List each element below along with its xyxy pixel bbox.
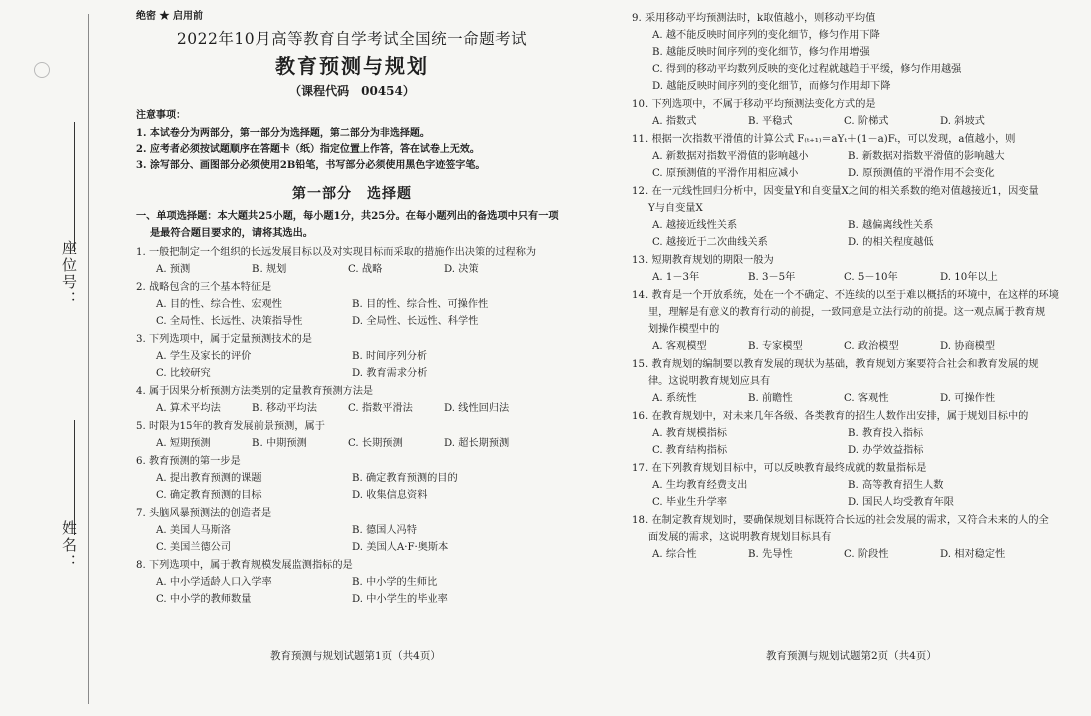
answer-option: C. 战略 — [348, 264, 383, 275]
answer-option: A. 越接近线性关系 — [652, 220, 738, 231]
subject-title: 教育预测与规划 — [275, 54, 429, 78]
course-code: （课程代码 00454） — [289, 84, 415, 98]
option-group — [632, 217, 1072, 251]
exam-title: 2022年10月高等教育自学考试全国统一命题考试 — [176, 30, 528, 48]
seat-number-label: 座位号： — [60, 240, 78, 308]
answer-option: D. 相对稳定性 — [940, 549, 1006, 560]
question-text: 5. 时限为15年的教育发展前景预测，属于 — [136, 421, 325, 432]
answer-option: B. 平稳式 — [748, 116, 793, 127]
question-text: 18. 在制定教育规划时，要确保规划目标既符合长远的社会发展的需求，又符合未来的人的全 — [632, 515, 1049, 526]
answer-option: C. 比较研究 — [156, 368, 211, 379]
answer-option: B. 德国人冯特 — [352, 525, 417, 536]
binding-hole — [34, 62, 50, 78]
answer-option: C. 美国兰德公司 — [156, 542, 232, 553]
option-group — [632, 477, 1072, 511]
question-text: 1. 一般把制定一个组织的长远发展目标以及对实现目标而采取的措施作出决策的过程称为 — [136, 247, 537, 258]
question-list — [136, 244, 568, 608]
answer-option: C. 指数平滑法 — [348, 403, 413, 414]
section-heading — [136, 208, 568, 242]
answer-option: A. 客观模型 — [652, 341, 707, 352]
option-group — [136, 435, 568, 452]
answer-option: A. 越不能反映时间序列的变化细节，修匀作用下降 — [652, 30, 880, 41]
name-label: 姓名： — [60, 520, 78, 571]
question-text: 4. 属于因果分析预测方法类别的定量教育预测方法是 — [136, 386, 374, 397]
question-text: 13. 短期教育规划的期限一般为 — [632, 255, 774, 266]
option-group — [632, 113, 1072, 130]
answer-option: D. 美国人A·F·奥斯本 — [352, 542, 449, 553]
answer-option: C. 5－10年 — [844, 272, 898, 283]
question-text: 11. 根据一次指数平滑值的计算公式 F₍ₜ₊₁₎＝aYₜ＋(1－a)Fₜ，可以发现，a值越小，则 — [632, 134, 1016, 145]
answer-option: D. 超长期预测 — [444, 438, 510, 449]
question-text: 10. 下列选项中，不属于移动平均预测法变化方式的是 — [632, 99, 876, 110]
section-heading-line: 是最符合题目要求的，请将其选出。 — [150, 227, 313, 239]
question-text: 8. 下列选项中，属于教育规模发展监测指标的是 — [136, 560, 353, 571]
question — [632, 252, 1072, 286]
answer-option: C. 政治模型 — [844, 341, 899, 352]
option-group — [632, 390, 1072, 407]
answer-option: D. 办学效益指标 — [848, 445, 924, 456]
notice-item: 2. 应考者必须按试题顺序在答题卡（纸）指定位置上作答，答在试卷上无效。 — [136, 144, 480, 155]
answer-option: B. 前瞻性 — [748, 393, 793, 404]
notice-item: 3. 涂写部分、画图部分必须使用2B铅笔，书写部分必须使用黑色字迹签字笔。 — [136, 160, 486, 171]
option-group — [136, 348, 568, 382]
answer-option: A. 预测 — [156, 264, 191, 275]
option-group — [632, 546, 1072, 563]
answer-option: B. 越能反映时间序列的变化细节，修匀作用增强 — [652, 47, 870, 58]
answer-option: C. 原预测值的平滑作用相应减小 — [652, 168, 799, 179]
answer-option: C. 中小学的教师数量 — [156, 594, 252, 605]
answer-option: B. 中期预测 — [252, 438, 307, 449]
answer-option: D. 10年以上 — [940, 272, 998, 283]
answer-option: C. 确定教育预测的目标 — [156, 490, 262, 501]
answer-option: A. 生均教育经费支出 — [652, 480, 748, 491]
option-group — [136, 261, 568, 278]
question-text: 律。这说明教育规划应具有 — [648, 376, 771, 387]
answer-option: A. 1－3年 — [652, 272, 700, 283]
question-text: 7. 头脑风暴预测法的创造者是 — [136, 508, 272, 519]
question — [632, 10, 1072, 95]
answer-option: A. 系统性 — [652, 393, 697, 404]
question — [632, 96, 1072, 130]
answer-option: D. 教育需求分析 — [352, 368, 428, 379]
answer-option: C. 阶段性 — [844, 549, 889, 560]
answer-option: D. 可操作性 — [940, 393, 996, 404]
answer-option: B. 确定教育预测的目的 — [352, 473, 458, 484]
name-line — [74, 420, 75, 535]
part-heading: 第一部分 选择题 — [292, 186, 412, 202]
question-text: 里，理解是有意义的教育行动的前提，一致同意是立法行动的前提。这一观点属于教育规 — [648, 307, 1046, 318]
option-group — [136, 400, 568, 417]
answer-option: B. 越偏离线性关系 — [848, 220, 934, 231]
answer-option: A. 中小学适龄人口入学率 — [156, 577, 272, 588]
question — [632, 512, 1072, 563]
notice-heading: 注意事项： — [136, 110, 186, 121]
answer-option: D. 全局性、长远性、科学性 — [352, 316, 479, 327]
answer-option: A. 指数式 — [652, 116, 697, 127]
answer-option: A. 教育规模指标 — [652, 428, 727, 439]
answer-option: C. 客观性 — [844, 393, 889, 404]
answer-option: A. 新数据对指数平滑值的影响越小 — [652, 151, 809, 162]
answer-option: D. 国民人均受教育年限 — [848, 497, 954, 508]
answer-option: B. 中小学的生师比 — [352, 577, 438, 588]
answer-option: C. 长期预测 — [348, 438, 403, 449]
answer-option: A. 算术平均法 — [156, 403, 221, 414]
question — [632, 183, 1072, 251]
answer-option: B. 规划 — [252, 264, 287, 275]
question — [632, 460, 1072, 511]
notice-item: 1. 本试卷分为两部分，第一部分为选择题，第二部分为非选择题。 — [136, 128, 430, 139]
answer-option: A. 提出教育预测的课题 — [156, 473, 262, 484]
option-group — [136, 470, 568, 504]
question-text: 12. 在一元线性回归分析中，因变量Y和自变量X之间的相关系数的绝对值越接近1，因变量 — [632, 186, 1039, 197]
question-list — [632, 10, 1072, 563]
answer-option: D. 线性回归法 — [444, 403, 510, 414]
question-text: 15. 教育规划的编制要以教育发展的现状为基础，教育规划方案要符合社会和教育发展的规 — [632, 359, 1039, 370]
question — [136, 244, 568, 278]
section-heading-line: 一、单项选择题：本大题共25小题，每小题1分，共25分。在每小题列出的备选项中只有一项 — [136, 210, 559, 222]
question — [136, 383, 568, 417]
question-text: Y与自变量X — [648, 203, 703, 214]
answer-option: D. 中小学生的毕业率 — [352, 594, 448, 605]
question-text: 9. 采用移动平均预测法时，k取值越小，则移动平均值 — [632, 13, 876, 24]
answer-option: C. 教育结构指标 — [652, 445, 728, 456]
question — [136, 279, 568, 330]
answer-option: B. 时间序列分析 — [352, 351, 428, 362]
page-2 — [632, 10, 1072, 564]
answer-option: B. 移动平均法 — [252, 403, 317, 414]
question-text: 划操作模型中的 — [648, 324, 720, 335]
question-text: 3. 下列选项中，属于定量预测技术的是 — [136, 334, 312, 345]
answer-option: D. 越能反映时间序列的变化细节，而修匀作用却下降 — [652, 81, 891, 92]
binding-margin — [0, 0, 120, 716]
option-group — [632, 269, 1072, 286]
answer-option: A. 短期预测 — [156, 438, 211, 449]
answer-option: D. 斜坡式 — [940, 116, 985, 127]
answer-option: B. 教育投入指标 — [848, 428, 924, 439]
answer-option: A. 目的性、综合性、宏观性 — [156, 299, 282, 310]
answer-option: D. 收集信息资料 — [352, 490, 428, 501]
answer-option: C. 全局性、长远性、决策指导性 — [156, 316, 303, 327]
answer-option: B. 3－5年 — [748, 272, 796, 283]
question — [136, 453, 568, 504]
page-footer: 教育预测与规划试题第1页（共4页） — [270, 650, 441, 662]
question-text: 面发展的需求，这说明教育规划目标具有 — [648, 532, 832, 543]
question-text: 14. 教育是一个开放系统，处在一个不确定、不连续的以至于难以概括的环境中，在这样的环境 — [632, 290, 1059, 301]
question-text: 17. 在下列教育规划目标中，可以反映教育最终成就的数量指标是 — [632, 463, 927, 474]
question-text: 2. 战略包含的三个基本特征是 — [136, 282, 272, 293]
option-group — [136, 522, 568, 556]
answer-option: D. 决策 — [444, 264, 479, 275]
binding-line — [88, 14, 89, 704]
answer-option: B. 先导性 — [748, 549, 793, 560]
page-footer: 教育预测与规划试题第2页（共4页） — [766, 650, 937, 662]
option-group — [632, 148, 1072, 182]
answer-option: C. 阶梯式 — [844, 116, 889, 127]
answer-option: B. 目的性、综合性、可操作性 — [352, 299, 489, 310]
question — [136, 505, 568, 556]
seat-number-line — [74, 122, 75, 252]
answer-option: A. 综合性 — [652, 549, 697, 560]
answer-option: B. 专家模型 — [748, 341, 803, 352]
option-group — [632, 425, 1072, 459]
answer-option: B. 新数据对指数平滑值的影响越大 — [848, 151, 1005, 162]
page-1 — [136, 10, 568, 609]
answer-option: C. 毕业生升学率 — [652, 497, 728, 508]
answer-option: D. 的相关程度越低 — [848, 237, 934, 248]
answer-option: D. 原预测值的平滑作用不会变化 — [848, 168, 995, 179]
option-group — [136, 574, 568, 608]
question — [632, 131, 1072, 182]
question — [136, 557, 568, 608]
question-text: 6. 教育预测的第一步是 — [136, 456, 241, 467]
question — [632, 287, 1072, 355]
question — [632, 356, 1072, 407]
option-group — [632, 338, 1072, 355]
option-group — [136, 296, 568, 330]
answer-option: B. 高等教育招生人数 — [848, 480, 944, 491]
question — [136, 331, 568, 382]
answer-option: A. 美国人马斯洛 — [156, 525, 231, 536]
answer-option: C. 越接近于二次曲线关系 — [652, 237, 768, 248]
answer-option: C. 得到的移动平均数列反映的变化过程就越趋于平缓，修匀作用越强 — [652, 64, 962, 75]
confidential-mark: 绝密 ★ 启用前 — [136, 11, 203, 22]
question — [632, 408, 1072, 459]
question-text: 16. 在教育规划中，对未来几年各级、各类教育的招生人数作出安排，属于规划目标中的 — [632, 411, 1029, 422]
answer-option: A. 学生及家长的评价 — [156, 351, 252, 362]
question — [136, 418, 568, 452]
option-group — [632, 27, 1072, 95]
answer-option: D. 协商模型 — [940, 341, 996, 352]
